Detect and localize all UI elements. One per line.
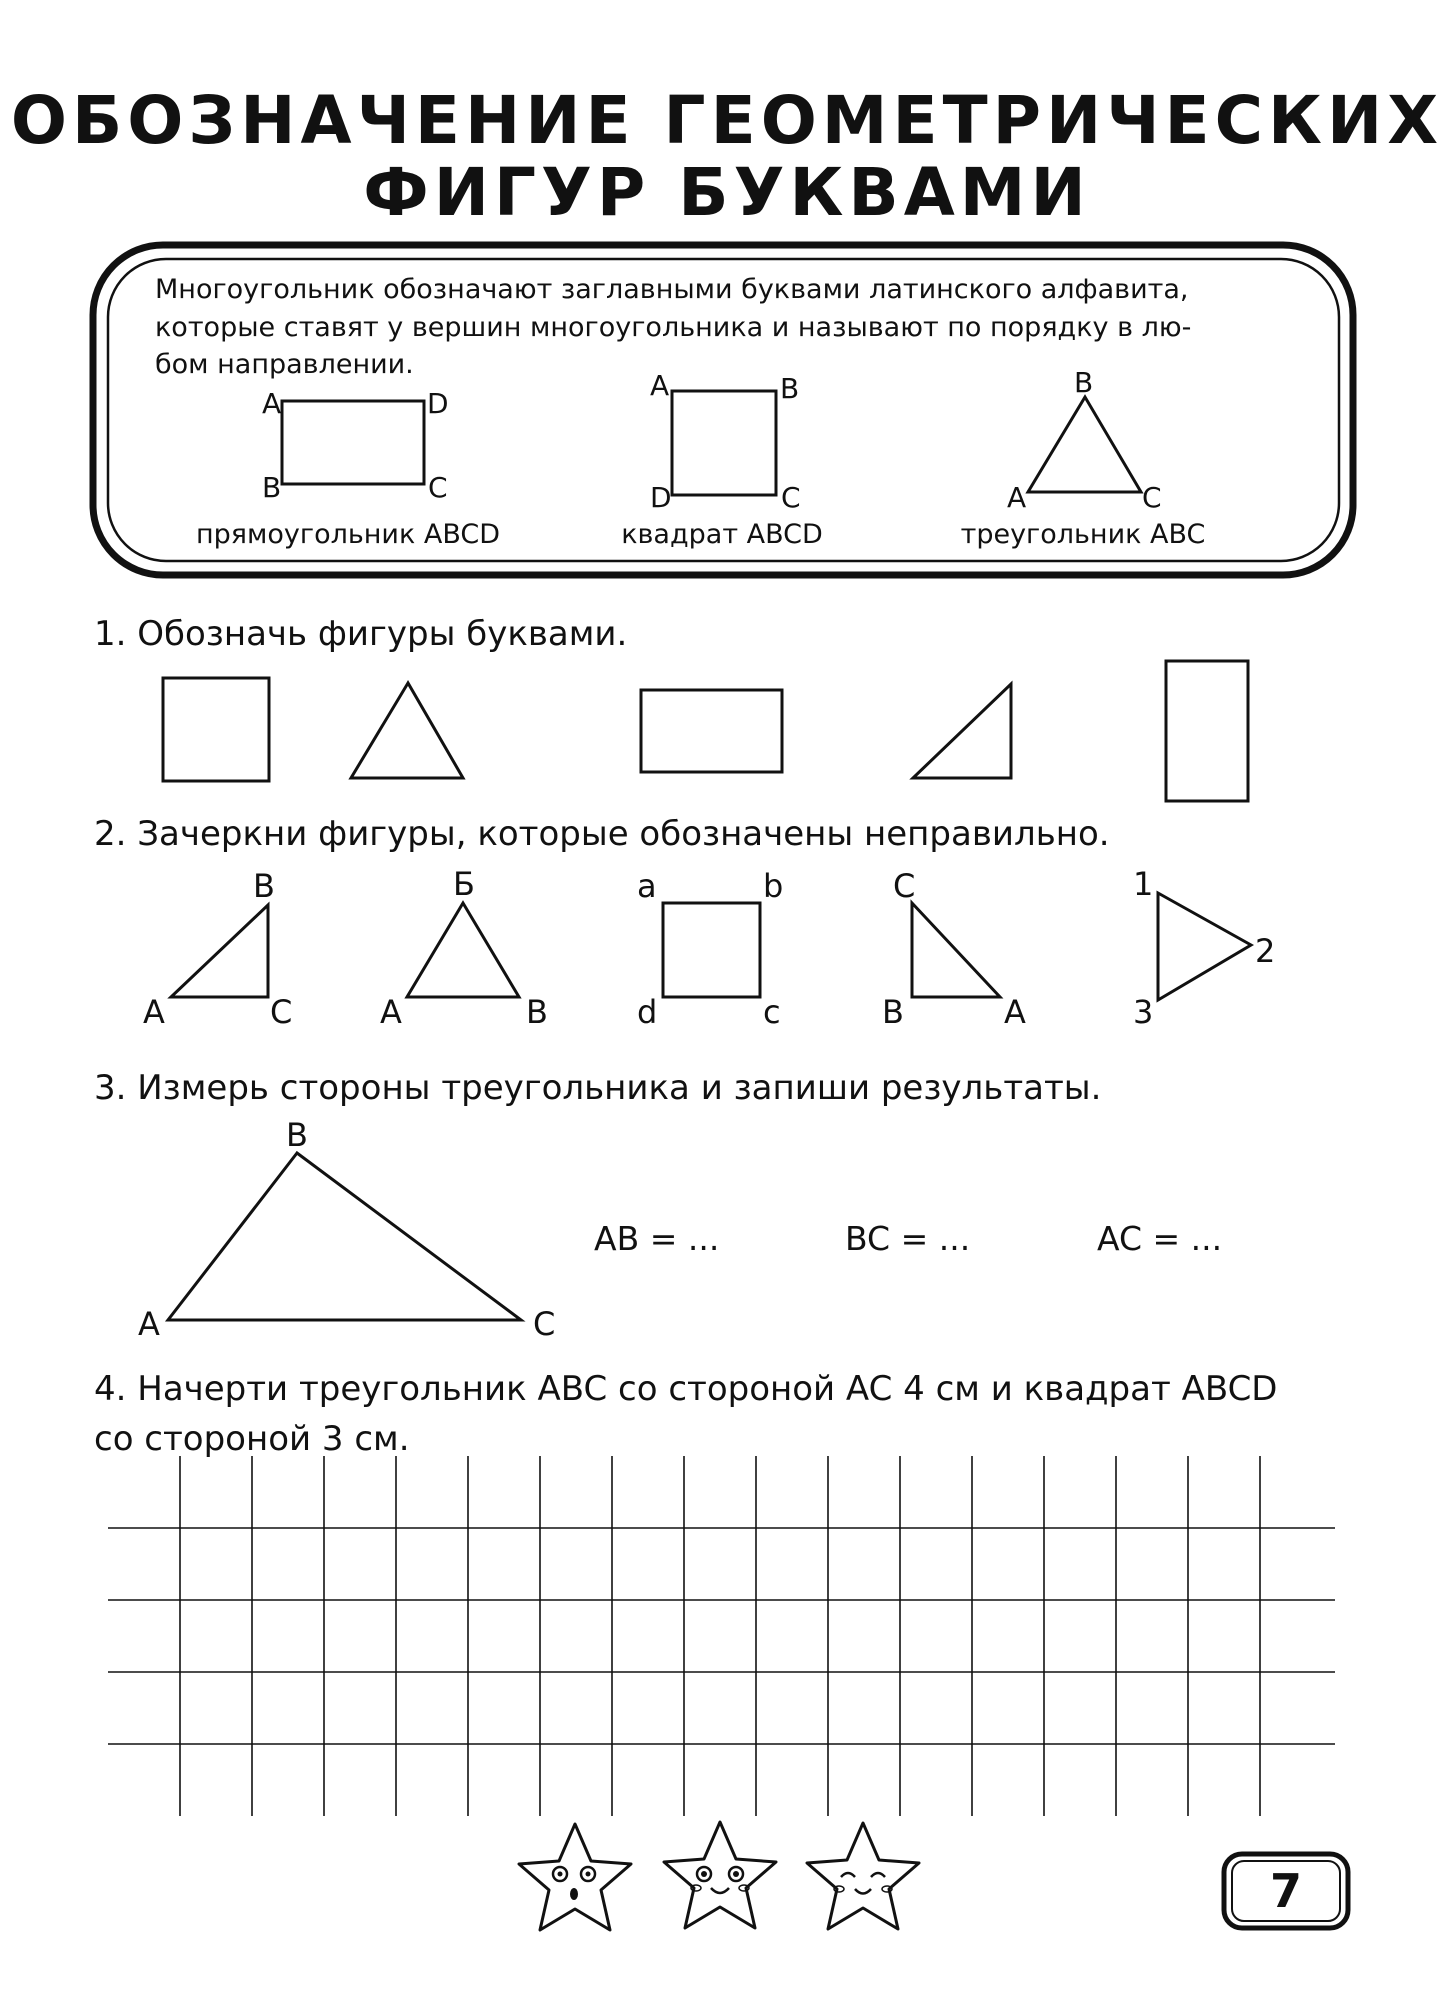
triangle-caption: треугольник ABC (960, 519, 1206, 550)
unlabeled-square (163, 678, 269, 781)
vertex-label: B (1074, 366, 1094, 399)
vertex-label: B (526, 993, 548, 1031)
info-text-line-1: Многоугольник обозначают заглавными буквами латинского алфавита, (155, 274, 1189, 305)
drawing-grid[interactable] (108, 1456, 1335, 1816)
vertex-label: A (138, 1305, 160, 1343)
task-2-figure-3 (637, 867, 783, 1031)
answer-ac: AC = ... (1097, 1219, 1223, 1258)
vertex-label: C (533, 1305, 556, 1343)
star-mascot-icon (519, 1824, 631, 1930)
task-3-text: 3. Измерь стороны треугольника и запиши результаты. (94, 1068, 1102, 1108)
vertex-label: 3 (1133, 993, 1154, 1031)
info-text-line-3: бом направлении. (155, 349, 414, 380)
unlabeled-triangle (351, 683, 463, 778)
vertex-label: c (763, 993, 781, 1031)
task-2-figure-4 (882, 867, 1026, 1031)
vertex-label: 2 (1255, 932, 1276, 970)
vertex-label: C (270, 993, 293, 1031)
vertex-label: A (262, 387, 282, 420)
vertex-label: a (637, 867, 657, 905)
task-2-text: 2. Зачеркни фигуры, которые обозначены неправильно. (94, 814, 1110, 854)
vertex-label: C (428, 471, 448, 504)
page-number: 7 (1269, 1864, 1303, 1918)
vertex-label: C (1142, 481, 1162, 514)
vertex-label: d (637, 993, 658, 1031)
answer-ab: AB = ... (594, 1219, 720, 1258)
example-square (650, 369, 801, 514)
vertex-label: B (882, 993, 904, 1031)
info-text-line-2: которые ставят у вершин многоугольника и называют по порядку в лю- (155, 312, 1192, 343)
vertex-label: C (893, 867, 916, 905)
page-title-line-2: ФИГУР БУКВАМИ (363, 154, 1091, 231)
example-rectangle (262, 387, 449, 504)
vertex-label: 1 (1133, 865, 1154, 903)
unlabeled-tall-rectangle (1166, 661, 1248, 801)
vertex-label: B (780, 372, 800, 405)
example-triangle (1007, 366, 1162, 514)
vertex-label: C (781, 481, 801, 514)
task-3-triangle (138, 1116, 555, 1343)
task-2-figure-2 (380, 865, 548, 1031)
answer-bc: BC = ... (845, 1219, 971, 1258)
page-title-line-1: ОБОЗНАЧЕНИЕ ГЕОМЕТРИЧЕСКИХ (10, 82, 1444, 159)
vertex-label: A (650, 369, 670, 402)
vertex-label: A (143, 993, 165, 1031)
vertex-label: D (650, 481, 672, 514)
task-1-shapes (163, 661, 1248, 801)
vertex-label: B (286, 1116, 308, 1154)
vertex-label: B (262, 471, 282, 504)
task-2-figure-1 (143, 867, 292, 1031)
unlabeled-rectangle (641, 690, 782, 772)
vertex-label: b (763, 867, 784, 905)
unlabeled-right-triangle (913, 684, 1011, 778)
task-2-figure-5 (1133, 865, 1275, 1031)
vertex-label: B (253, 867, 275, 905)
vertex-label: A (380, 993, 402, 1031)
star-mascot-icon (807, 1823, 919, 1929)
task-1-text: 1. Обозначь фигуры буквами. (94, 614, 628, 654)
vertex-label: A (1004, 993, 1026, 1031)
star-mascot-icon (664, 1822, 776, 1928)
task-4-text-line-2: со стороной 3 см. (94, 1419, 410, 1459)
vertex-label: D (427, 387, 449, 420)
task-4-text-line-1: 4. Начерти треугольник ABC со стороной AC 4 см и квадрат ABCD (94, 1369, 1278, 1409)
vertex-label: Б (453, 865, 475, 903)
vertex-label: A (1007, 481, 1027, 514)
square-caption: квадрат ABCD (621, 519, 823, 550)
rectangle-caption: прямоугольник ABCD (195, 519, 501, 550)
